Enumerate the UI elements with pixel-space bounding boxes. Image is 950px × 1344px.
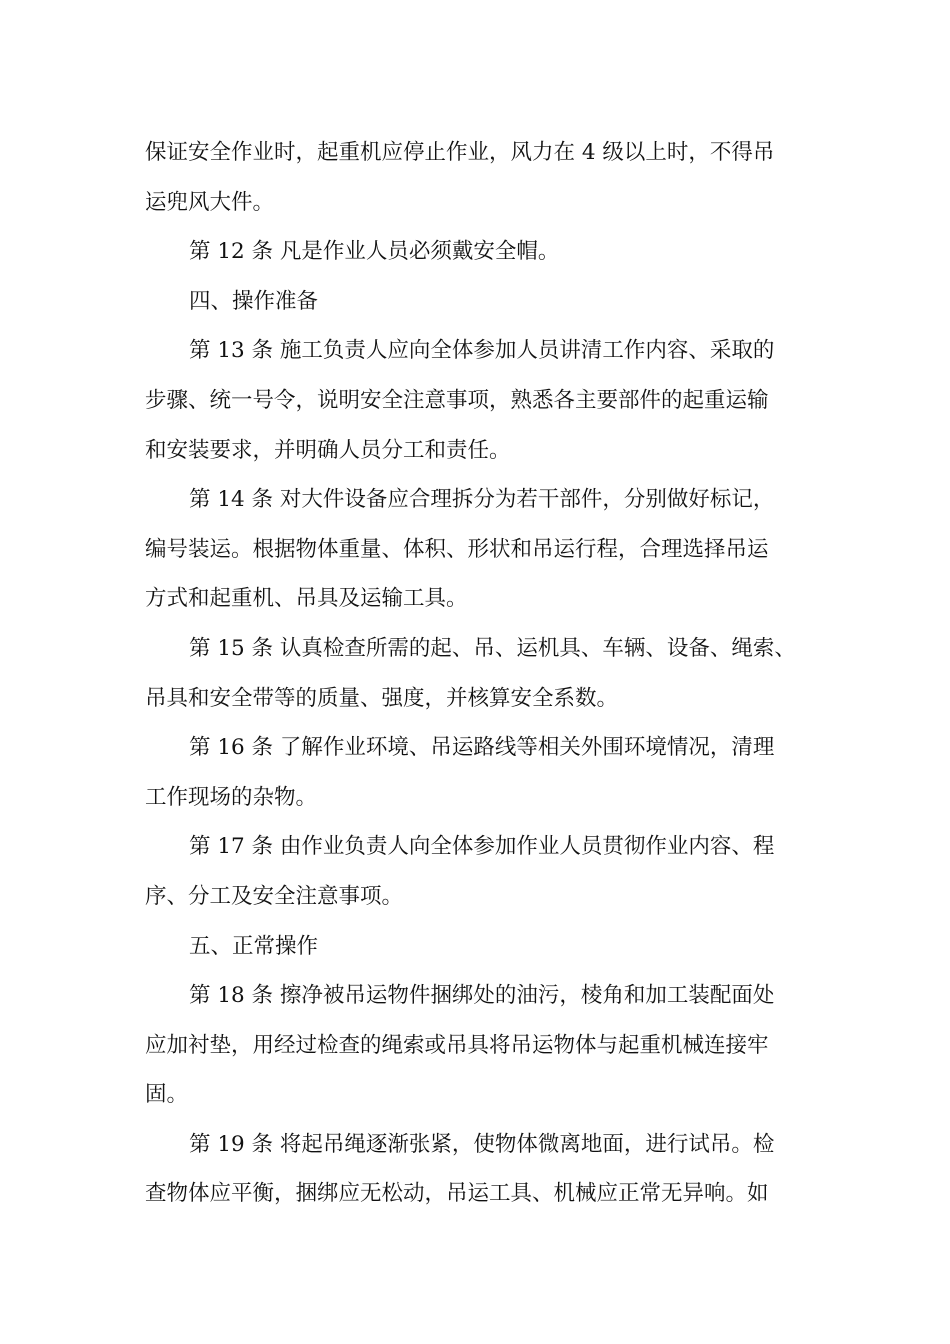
paragraph-article-17 xyxy=(145,822,825,921)
text-line: 编号装运。根据物体重量、体积、形状和吊运行程，合理选择吊运 xyxy=(145,536,769,562)
text-line: 第 12 条 凡是作业人员必须戴安全帽。 xyxy=(189,239,560,265)
text-line: 应加衬垫，用经过检查的绳索或吊具将吊运物体与起重机械连接牢 xyxy=(145,1032,769,1058)
section-heading-5 xyxy=(145,922,825,972)
text-line: 第 19 条 将起吊绳逐渐张紧，使物体微离地面，进行试吊。检 xyxy=(189,1131,775,1157)
text-line: 第 18 条 擦净被吊运物件捆绑处的油污，棱角和加工装配面处 xyxy=(189,983,775,1009)
text-line: 第 13 条 施工负责人应向全体参加人员讲清工作内容、采取的 xyxy=(189,338,775,364)
paragraph-article-13 xyxy=(145,326,825,475)
text-line: 第 16 条 了解作业环境、吊运路线等相关外围环境情况，清理 xyxy=(189,735,775,761)
text-line: 序、分工及安全注意事项。 xyxy=(145,883,404,909)
text-line: 方式和起重机、吊具及运输工具。 xyxy=(145,586,468,612)
text-line: 第 14 条 对大件设备应合理拆分为若干部件，分别做好标记， xyxy=(189,487,775,513)
text-line: 吊具和安全带等的质量、强度，并核算安全系数。 xyxy=(145,685,619,711)
document-body xyxy=(145,128,825,1219)
paragraph-article-14 xyxy=(145,475,825,624)
paragraph-article-12 xyxy=(145,227,825,277)
text-line: 固。 xyxy=(145,1082,189,1108)
text-line: 和安装要求，并明确人员分工和责任。 xyxy=(145,437,511,463)
section-title: 五、正常操作 xyxy=(189,933,319,959)
text-line: 第 17 条 由作业负责人向全体参加作业人员贯彻作业内容、程 xyxy=(189,834,775,860)
paragraph-article-19 xyxy=(145,1120,825,1219)
text-line: 保证安全作业时，起重机应停止作业，风力在 4 级以上时，不得吊 xyxy=(145,140,775,165)
paragraph-continued xyxy=(145,128,825,227)
paragraph-article-16 xyxy=(145,723,825,822)
paragraph-article-18 xyxy=(145,971,825,1120)
text-line: 运兜风大件。 xyxy=(145,189,275,215)
text-line: 步骤、统一号令，说明安全注意事项，熟悉各主要部件的起重运输 xyxy=(145,387,769,413)
text-line: 查物体应平衡，捆绑应无松动，吊运工具、机械应正常无异响。如 xyxy=(145,1181,769,1207)
text-line: 工作现场的杂物。 xyxy=(145,784,318,810)
section-heading-4 xyxy=(145,277,825,327)
section-title: 四、操作准备 xyxy=(189,288,319,314)
paragraph-article-15 xyxy=(145,624,825,723)
text-line: 第 15 条 认真检查所需的起、吊、运机具、车辆、设备、绳索、 xyxy=(189,635,796,661)
